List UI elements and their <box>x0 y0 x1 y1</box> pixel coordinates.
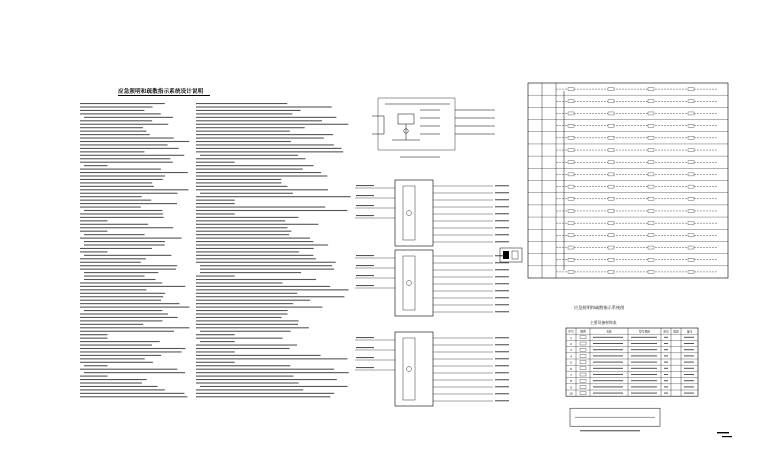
distribution-boxes <box>355 180 509 406</box>
equipment-header: 单位 <box>663 329 669 334</box>
equipment-table <box>566 328 698 431</box>
equipment-header: 数量 <box>673 329 679 334</box>
system-diagram-title: 应急照明和疏散指示系统图 <box>574 305 625 310</box>
equipment-row-number: 6 <box>570 366 572 371</box>
wiring-diagram-top <box>372 98 495 157</box>
equipment-row-number: 9 <box>570 385 572 390</box>
equipment-row-number: 5 <box>570 360 572 365</box>
notes-column-left <box>80 103 190 397</box>
notes-title: 应急照明和疏散指示系统设计说明 <box>118 89 204 95</box>
equipment-header: 备注 <box>686 329 693 334</box>
equipment-row-number: 2 <box>570 342 572 346</box>
equipment-header: 序号 <box>568 329 574 334</box>
system-diagram-grid <box>500 83 728 278</box>
equipment-row-number: 4 <box>570 354 572 359</box>
notes-column-right <box>196 103 351 397</box>
equipment-row-number: 8 <box>570 379 572 384</box>
equipment-header: 图例 <box>580 329 586 334</box>
equipment-row-number: 10 <box>569 391 573 396</box>
equipment-table-title: 主要设备材料表 <box>590 320 617 325</box>
equipment-row-number: 3 <box>570 348 572 353</box>
equipment-header: 名称 <box>606 329 612 334</box>
equipment-row-number: 1 <box>570 335 572 340</box>
equipment-header: 型号规格 <box>638 329 651 334</box>
equipment-row-number: 7 <box>570 373 572 377</box>
title-block-marks <box>717 432 732 437</box>
